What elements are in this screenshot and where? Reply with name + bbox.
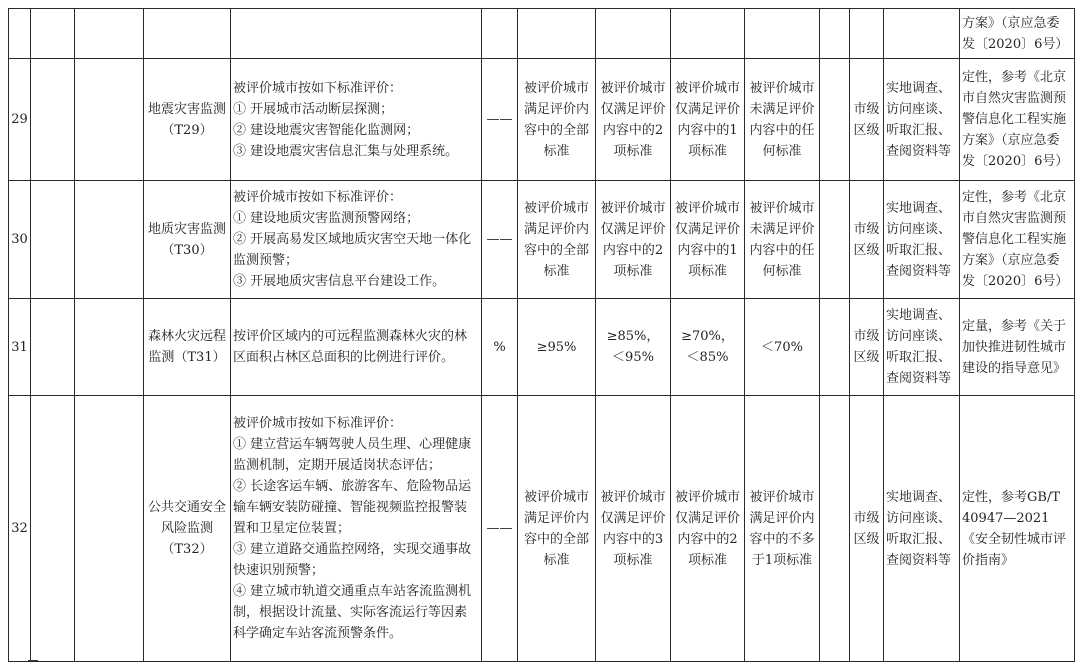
- cell-blank: [31, 9, 75, 59]
- cell-name: [144, 59, 231, 181]
- cell-level: 市级区级: [850, 396, 884, 662]
- criteria-line: ③ 建立道路交通监控网络，实现交通事故快速识别预警；: [233, 542, 472, 578]
- cell-blank: [820, 9, 850, 59]
- cell-criteria: [231, 9, 482, 59]
- table-row: [9, 181, 1075, 299]
- cell-grade-2: [596, 299, 671, 396]
- cell-grade-3: 被评价城市仅满足评价内容中的2项标准: [671, 396, 745, 662]
- cell-basis: 定量，参考《关于加快推进韧性城市建设的指导意见》: [960, 299, 1075, 396]
- cell-num: [9, 9, 31, 59]
- cell-method: [884, 9, 960, 59]
- cell-basis: 定性，参考《北京市自然灾害监测预警信息化工程实施方案》（京应急委发〔2020〕6号）: [960, 181, 1075, 299]
- indicator-code: （T29）: [161, 122, 213, 138]
- cell-level: [850, 9, 884, 59]
- criteria-line: ② 建设地震灾害智能化监测网；: [233, 122, 420, 138]
- grade-line: ＜85%: [686, 350, 729, 365]
- cell-name: [144, 181, 231, 299]
- cell-blank: [820, 299, 850, 396]
- cell-level: 市级区级: [850, 181, 884, 299]
- grade-line: ≥85%，: [606, 329, 660, 344]
- cell-criteria: [231, 181, 482, 299]
- cell-blank: [75, 396, 144, 662]
- criteria-line: ② 长途客运车辆、旅游客车、危险物品运输车辆安装防碰撞、智能视频监控报警装置和卫星定位装置；: [233, 479, 472, 536]
- cell-num: 32: [9, 396, 31, 662]
- cell-grade-1: 被评价城市满足评价内容中的全部标准: [518, 59, 596, 181]
- cell-blank: [820, 59, 850, 181]
- cell-grade-1: 被评价城市满足评价内容中的全部标准: [518, 396, 596, 662]
- cell-grade-2: 被评价城市仅满足评价内容中的3项标准: [596, 396, 671, 662]
- cell-grade-2: 被评价城市仅满足评价内容中的2项标准: [596, 181, 671, 299]
- cell-criteria: [231, 396, 482, 662]
- cell-grade-4: ＜70%: [745, 299, 820, 396]
- criteria-line: ② 开展高易发区域地质灾害空天地一体化监测预警；: [233, 232, 472, 268]
- cell-unit: ——: [482, 396, 518, 662]
- cell-num: 29: [9, 59, 31, 181]
- cell-method: 实地调查、访问座谈、听取汇报、查阅资料等: [884, 181, 960, 299]
- table-row: [9, 299, 1075, 396]
- cell-method: 实地调查、访问座谈、听取汇报、查阅资料等: [884, 299, 960, 396]
- criteria-line: ① 建立营运车辆驾驶人员生理、心理健康监测机制，定期开展适岗状态评估；: [233, 437, 472, 473]
- cell-grade-3: 被评价城市仅满足评价内容中的1项标准: [671, 59, 745, 181]
- cell-blank: [820, 181, 850, 299]
- cell-criteria: 按评价区域内的可远程监测森林火灾的林区面积占林区总面积的比例进行评价。: [231, 299, 482, 396]
- criteria-line: ① 开展城市活动断层探测；: [233, 101, 394, 117]
- cell-level: 市级区级: [850, 59, 884, 181]
- cell-grade-1: [518, 9, 596, 59]
- cell-method: 实地调查、访问座谈、听取汇报、查阅资料等: [884, 59, 960, 181]
- criteria-line: 被评价城市按如下标准评价：: [233, 416, 403, 431]
- cell-grade-2: [596, 9, 671, 59]
- cell-grade-3: [671, 299, 745, 396]
- criteria-line: ③ 建设地震灾害信息汇集与处理系统。: [233, 143, 459, 159]
- grade-line: ＜95%: [612, 350, 654, 365]
- indicator-name: 地震灾害监测: [147, 101, 226, 117]
- cell-grade-3: 被评价城市仅满足评价内容中的1项标准: [671, 181, 745, 299]
- cell-blank: [31, 299, 75, 396]
- cell-num: 30: [9, 181, 31, 299]
- cell-basis: 定性，参考《北京市自然灾害监测预警信息化工程实施方案》（京应急委发〔2020〕6号）: [960, 59, 1075, 181]
- table-row: [9, 59, 1075, 181]
- cell-unit: ——: [482, 59, 518, 181]
- footnote-mark: [28, 660, 38, 661]
- grade-line: ≥70%，: [681, 329, 734, 344]
- cell-basis: [960, 9, 1075, 59]
- cell-grade-2: 被评价城市仅满足评价内容中的2项标准: [596, 59, 671, 181]
- cell-name: [144, 396, 231, 662]
- cell-blank: [31, 181, 75, 299]
- cell-grade-1: ≥95%: [518, 299, 596, 396]
- cell-blank: [31, 59, 75, 181]
- cell-name: 森林火灾远程监测（T31）: [144, 299, 231, 396]
- cell-grade-3: [671, 9, 745, 59]
- cell-blank: [75, 9, 144, 59]
- cell-unit: %: [482, 299, 518, 396]
- criteria-line: 被评价城市按如下标准评价：: [233, 190, 403, 205]
- cell-criteria: [231, 59, 482, 181]
- cell-grade-1: 被评价城市满足评价内容中的全部标准: [518, 181, 596, 299]
- cell-grade-4: 被评价城市未满足评价内容中的任何标准: [745, 181, 820, 299]
- cell-blank: [75, 59, 144, 181]
- cell-grade-4: [745, 9, 820, 59]
- cell-blank: [820, 396, 850, 662]
- criteria-line: ① 建设地质灾害监测预警网络；: [233, 211, 420, 226]
- criteria-line: ④ 建立城市轨道交通重点车站客流监测机制，根据设计流量、实际客流运行等因素科学确定车站客流预警条件。: [233, 584, 472, 641]
- cell-method: 实地调查、访问座谈、听取汇报、查阅资料等: [884, 396, 960, 662]
- cell-unit: [482, 9, 518, 59]
- cell-blank: [75, 181, 144, 299]
- indicator-name: 地质灾害监测: [147, 221, 226, 237]
- cell-unit: ——: [482, 181, 518, 299]
- indicator-table: [8, 8, 1075, 662]
- cell-grade-4: 被评价城市满足评价内容中的不多于1项标准: [745, 396, 820, 662]
- basis-line: 发〔2020〕6号）: [962, 36, 1069, 52]
- cell-name: [144, 9, 231, 59]
- indicator-name: 公共交通安全风险监测: [147, 500, 226, 536]
- criteria-line: ③ 开展地质灾害信息平台建设工作。: [233, 274, 446, 289]
- indicator-code: （T32）: [161, 542, 213, 557]
- cell-blank: [31, 396, 75, 662]
- criteria-line: 被评价城市按如下标准评价：: [233, 80, 403, 96]
- basis-line: 方案》（京应急委: [962, 15, 1060, 31]
- table-row-continued: [9, 9, 1075, 59]
- table-row: [9, 396, 1075, 662]
- cell-grade-4: 被评价城市未满足评价内容中的任何标准: [745, 59, 820, 181]
- cell-num: 31: [9, 299, 31, 396]
- cell-basis: 定性，参考GB/T 40947—2021《安全韧性城市评价指南》: [960, 396, 1075, 662]
- cell-blank: [75, 299, 144, 396]
- cell-level: 市级区级: [850, 299, 884, 396]
- indicator-code: （T30）: [161, 242, 213, 258]
